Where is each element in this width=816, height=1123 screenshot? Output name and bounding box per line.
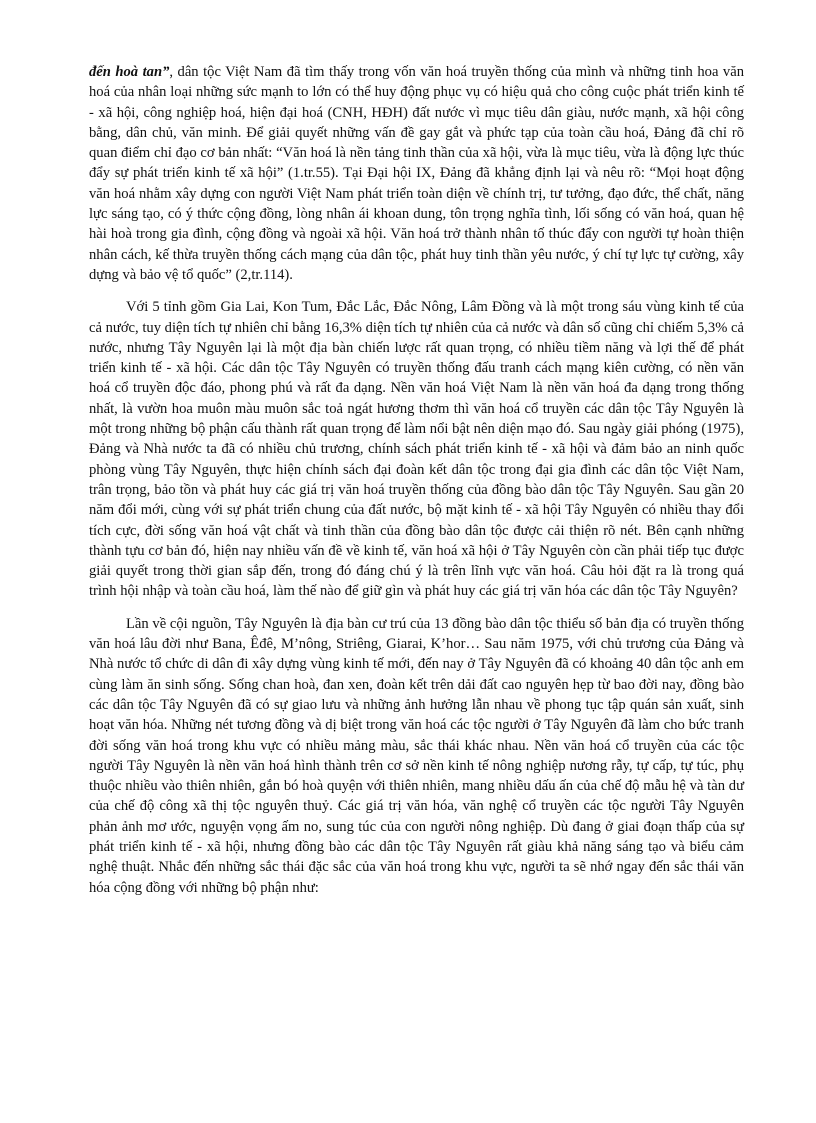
paragraph-3: Lần về cội nguồn, Tây Nguyên là địa bàn cư trú của 13 đồng bào dân tộc thiểu số bản địa có truyền thống văn hoá lâu đời như Bana, Êđê, M’nông, Striêng, Giarai, K’hor… Sau năm 1975, với chủ trương của Đảng và Nhà nước tổ chức di dân đi xây dựng vùng kinh tế mới, đến nay ở Tây Nguyên đã có khoảng 40 dân tộc anh em cùng làm ăn sinh sống. Sống chan hoà, đan xen, đoàn kết trên dải đất cao nguyên hẹp từ bao đời nay, đồng bào các dân tộc Tây Nguyên đã có sự giao lưu và những ảnh hưởng lẫn nhau về phong tục tập quán sản xuất, sinh hoạt văn hóa. Những nét tương đồng và dị biệt trong văn hoá các tộc người ở Tây Nguyên đã làm cho bức tranh đời sống văn hoá trong khu vực có nhiều mảng màu, sắc thái khác nhau. Nền văn hoá cổ truyền của các tộc người Tây Nguyên là nền văn hoá hình thành trên cơ sở nền kinh tế nông nghiệp nương rẫy, tự cấp, tự túc, phụ thuộc nhiều vào thiên nhiên, gắn bó hoà quyện với thiên nhiên, mang nhiều dấu ấn của chế độ mẫu hệ và tàn dư của chế độ công xã thị tộc nguyên thuỷ. Các giá trị văn hóa, văn nghệ cổ truyền các tộc người Tây Nguyên phản ảnh mơ ước, nguyện vọng ấm no, sung túc của con người nông nghiệp. Dù đang ở giai đoạn thấp của sự phát triển kinh tế - xã hội, nhưng đồng bào các dân tộc Tây Nguyên rất giàu khả năng sáng tạo và biểu cảm nghệ thuật. Nhắc đến những sắc thái đặc sắc của văn hoá trong khu vực, người ta sẽ nhớ ngay đến sắc thái văn hóa cộng đồng với những bộ phận như: (89, 615, 744, 896)
paragraph-1 (89, 62, 744, 285)
paragraph-1-lead: đến hoà tan” (89, 64, 170, 80)
paragraph-1-text: , dân tộc Việt Nam đã tìm thấy trong vốn văn hoá truyền thống của mình và những tinh hoa văn hoá của nhân loại những sức mạnh to lớn có thể huy động phục vụ có hiệu quả cho công cuộc phát triển kinh tế - xã hội, công nghiệp hoá, hiện đại hoá (CNH, HĐH) đất nước vì mục tiêu dân giàu, nước mạnh, xã hội công bằng, dân chủ, văn minh. Để giải quyết những vấn đề gay gắt và phức tạp của toàn cầu hoá, Đảng đã chỉ rõ quan điểm chỉ đạo cơ bản nhất: “Văn hoá là nền tảng tinh thần của xã hội, vừa là mục tiêu, vừa là động lực thúc đẩy sự phát triển kinh tế xã hội” (1.tr.55). Tại Đại hội IX, Đảng đã khẳng định lại và nêu rõ: “Mọi hoạt động văn hoá nhằm xây dựng con người Việt Nam phát triển toàn diện về chính trị, tư tưởng, đạo đức, thể chất, năng lực sáng tạo, có ý thức cộng đồng, lòng nhân ái khoan dung, tôn trọng nghĩa tình, lối sống có văn hoá, quan hệ hài hoà trong gia đình, cộng đồng và ngoài xã hội. Văn hoá trở thành nhân tố thúc đẩy con người tự hoàn thiện nhân cách, kế thừa truyền thống cách mạng của dân tộc, phát huy tinh thần yêu nước, ý chí tự lực tự cường, xây dựng và bảo vệ tổ quốc” (2,tr.114). (89, 64, 744, 283)
document-page (89, 62, 744, 910)
paragraph-2: Với 5 tỉnh gồm Gia Lai, Kon Tum, Đắc Lắc, Đắc Nông, Lâm Đồng và là một trong sáu vùng kinh tế của cả nước, tuy diện tích tự nhiên chỉ bằng 16,3% diện tích tự nhiên của cả nước và dân số cũng chỉ chiếm 5,3% cả nước, nhưng Tây Nguyên lại là một địa bàn chiến lược rất quan trọng, có nhiều tiềm năng và lợi thế để phát triển kinh tế - xã hội. Các dân tộc Tây Nguyên có truyền thống đấu tranh cách mạng kiên cường, có nền văn hoá cổ truyền độc đáo, phong phú và rất đa dạng. Nền văn hoá Việt Nam là nền văn hoá đa dạng trong thống nhất, là vườn hoa muôn màu muôn sắc toả ngát hương thơm thì văn hoá cổ truyền các dân tộc Tây Nguyên là một trong những bộ phận cấu thành rất quan trọng để làm nổi bật nên diện mạo đó. Sau ngày giải phóng (1975), Đảng và Nhà nước ta đã có nhiều chủ trương, chính sách phát triển kinh tế - xã hội và đảm bảo an ninh quốc phòng vùng Tây Nguyên, thực hiện chính sách đại đoàn kết dân tộc trong đại gia đình các dân tộc Việt Nam, trân trọng, bảo tồn và phát huy các giá trị văn hoá truyền thống của đồng bào dân tộc Tây Nguyên. Sau gần 20 năm đổi mới, cùng với sự phát triển chung của đất nước, bộ mặt kinh tế - xã hội Tây Nguyên có nhiều thay đổi tích cực, đời sống văn hoá vật chất và tinh thần của đồng bào dân tộc được cải thiện rõ nét. Bên cạnh những thành tựu cơ bản đó, hiện nay nhiều vấn đề về kinh tế, văn hoá xã hội ở Tây Nguyên còn cần phải tiếp tục được giải quyết trong thời gian sắp đến, trong đó đáng chú ý là trên lĩnh vực văn hoá. Câu hỏi đặt ra là trong quá trình hội nhập và toàn cầu hoá, làm thế nào để giữ gìn và phát huy các giá trị văn hóa các dân tộc Tây Nguyên? (89, 299, 744, 600)
